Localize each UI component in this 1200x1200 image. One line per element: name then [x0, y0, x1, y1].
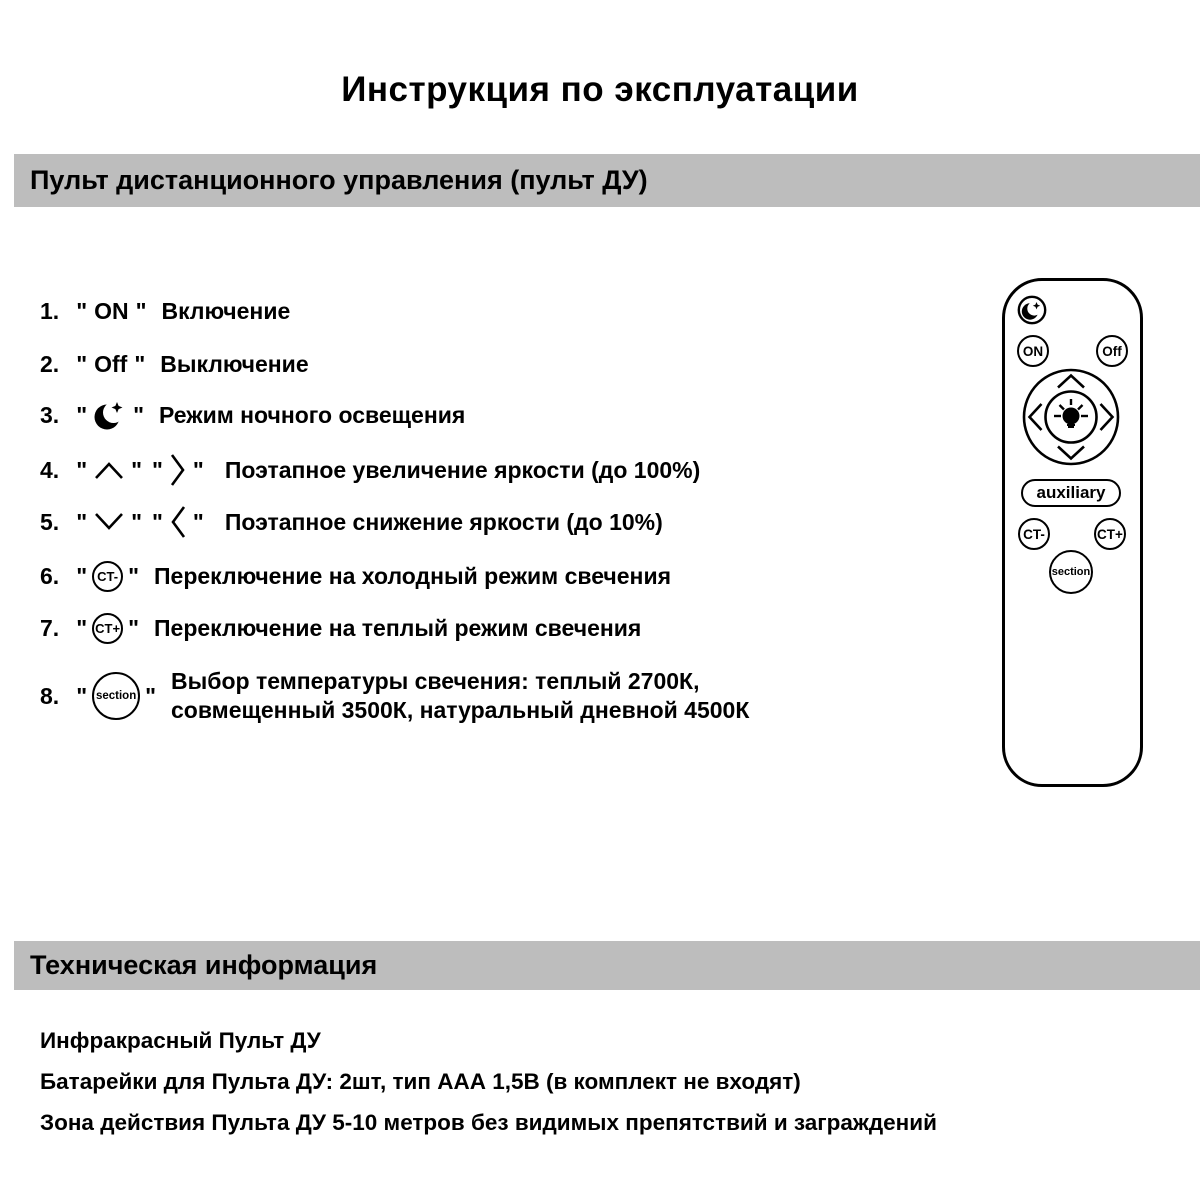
remote-off-label: Off [1102, 343, 1122, 359]
remote-nav-pad [1021, 367, 1121, 467]
quote-mark: " [134, 350, 146, 377]
quote-mark: " [145, 682, 156, 709]
quote-mark: " [76, 456, 88, 483]
section-label: section [95, 690, 137, 702]
remote-auxiliary-label: auxiliary [1036, 483, 1106, 502]
quote-mark: " [76, 508, 88, 535]
item-number: 6. [40, 562, 60, 589]
ct-plus-label: CT+ [95, 620, 121, 636]
item-number: 5. [40, 508, 60, 535]
quote-mark: " [76, 401, 88, 428]
chevron-right-icon [168, 450, 188, 490]
instruction-item-brightness-up [40, 440, 700, 500]
instruction-item-night-mode [40, 385, 465, 445]
item-number: 1. [40, 297, 60, 324]
remote-section-button [1049, 550, 1093, 594]
moon-night-mode-icon [92, 397, 128, 433]
quote-mark: " [192, 508, 204, 535]
quote-mark: " [152, 456, 163, 483]
section-header-tech [14, 941, 1200, 990]
section-button-icon [92, 672, 140, 720]
nav-down-chevron [1058, 447, 1084, 459]
remote-ct-plus-label: CT+ [1097, 526, 1123, 542]
page-title: Инструкция по эксплуатации [341, 70, 859, 109]
night-mode-button-icon [1017, 295, 1047, 325]
chevron-down-icon [92, 511, 126, 533]
quote-mark: " [76, 682, 88, 709]
remote-on-button [1017, 335, 1049, 367]
tech-info-line-3: Зона действия Пульта ДУ 5-10 метров без видимых препятствий и заграждений [40, 1110, 937, 1135]
quote-mark: " [76, 562, 88, 589]
instruction-item-section [40, 656, 749, 736]
quote-mark: " [76, 297, 88, 324]
chevron-left-icon [168, 502, 188, 542]
item-text-line2: совмещенный 3500К, натуральный дневной 4500К [171, 697, 750, 723]
section-header-remote [14, 154, 1200, 207]
quote-mark: " [192, 456, 204, 483]
item-text: Режим ночного освещения [159, 401, 466, 428]
item-text [171, 667, 749, 725]
quote-mark: " [133, 401, 144, 428]
quote-mark: " [152, 508, 163, 535]
item-text: Включение [161, 297, 291, 324]
remote-control-illustration [1002, 278, 1143, 787]
nav-up-chevron [1058, 376, 1084, 388]
item-text: Выключение [160, 350, 309, 377]
instruction-item-brightness-down [40, 492, 663, 552]
quote-mark: " [131, 456, 142, 483]
item-text-line1: Выбор температуры свечения: теплый 2700К, [171, 668, 700, 694]
remote-auxiliary-button [1021, 479, 1121, 507]
quote-mark: " [128, 614, 139, 641]
remote-off-button [1096, 335, 1128, 367]
ct-plus-button-icon [92, 613, 123, 644]
tech-info-line-1: Инфракрасный Пульт ДУ [40, 1028, 321, 1053]
remote-ct-minus-button [1018, 518, 1050, 550]
item-text: Переключение на теплый режим свечения [154, 614, 642, 641]
section-header-remote-label: Пульт дистанционного управления (пульт ДУ) [30, 165, 648, 195]
remote-ct-plus-button [1094, 518, 1126, 550]
remote-on-label: ON [1022, 343, 1044, 359]
quote-mark: " [128, 562, 139, 589]
instruction-item-ct-plus [40, 598, 641, 658]
ct-minus-button-icon [92, 561, 123, 592]
on-label: ON [94, 297, 129, 324]
item-text: Переключение на холодный режим свечения [154, 562, 672, 589]
quote-mark: " [76, 350, 88, 377]
item-number: 4. [40, 456, 60, 483]
section-header-tech-label: Техническая информация [30, 950, 378, 980]
ct-minus-label: CT- [97, 568, 119, 584]
quote-mark: " [131, 508, 142, 535]
instruction-item-on [40, 281, 290, 341]
nav-right-chevron [1101, 404, 1113, 430]
tech-info-line-2: Батарейки для Пульта ДУ: 2шт, тип ААА 1,5В (в комплект не входят) [40, 1069, 801, 1094]
quote-mark: " [135, 297, 147, 324]
item-number: 8. [40, 682, 60, 709]
remote-ct-minus-label: CT- [1023, 526, 1045, 542]
instruction-item-ct-minus [40, 546, 671, 606]
quote-mark: " [76, 614, 88, 641]
item-text: Поэтапное снижение яркости (до 10%) [224, 508, 663, 535]
chevron-up-icon [92, 459, 126, 481]
item-number: 7. [40, 614, 60, 641]
nav-left-chevron [1030, 404, 1042, 430]
remote-section-label: section [1051, 566, 1091, 578]
item-number: 3. [40, 401, 60, 428]
item-number: 2. [40, 350, 60, 377]
off-label: Off [94, 350, 128, 377]
light-bulb-icon [1054, 399, 1088, 428]
item-text: Поэтапное увеличение яркости (до 100%) [224, 456, 701, 483]
